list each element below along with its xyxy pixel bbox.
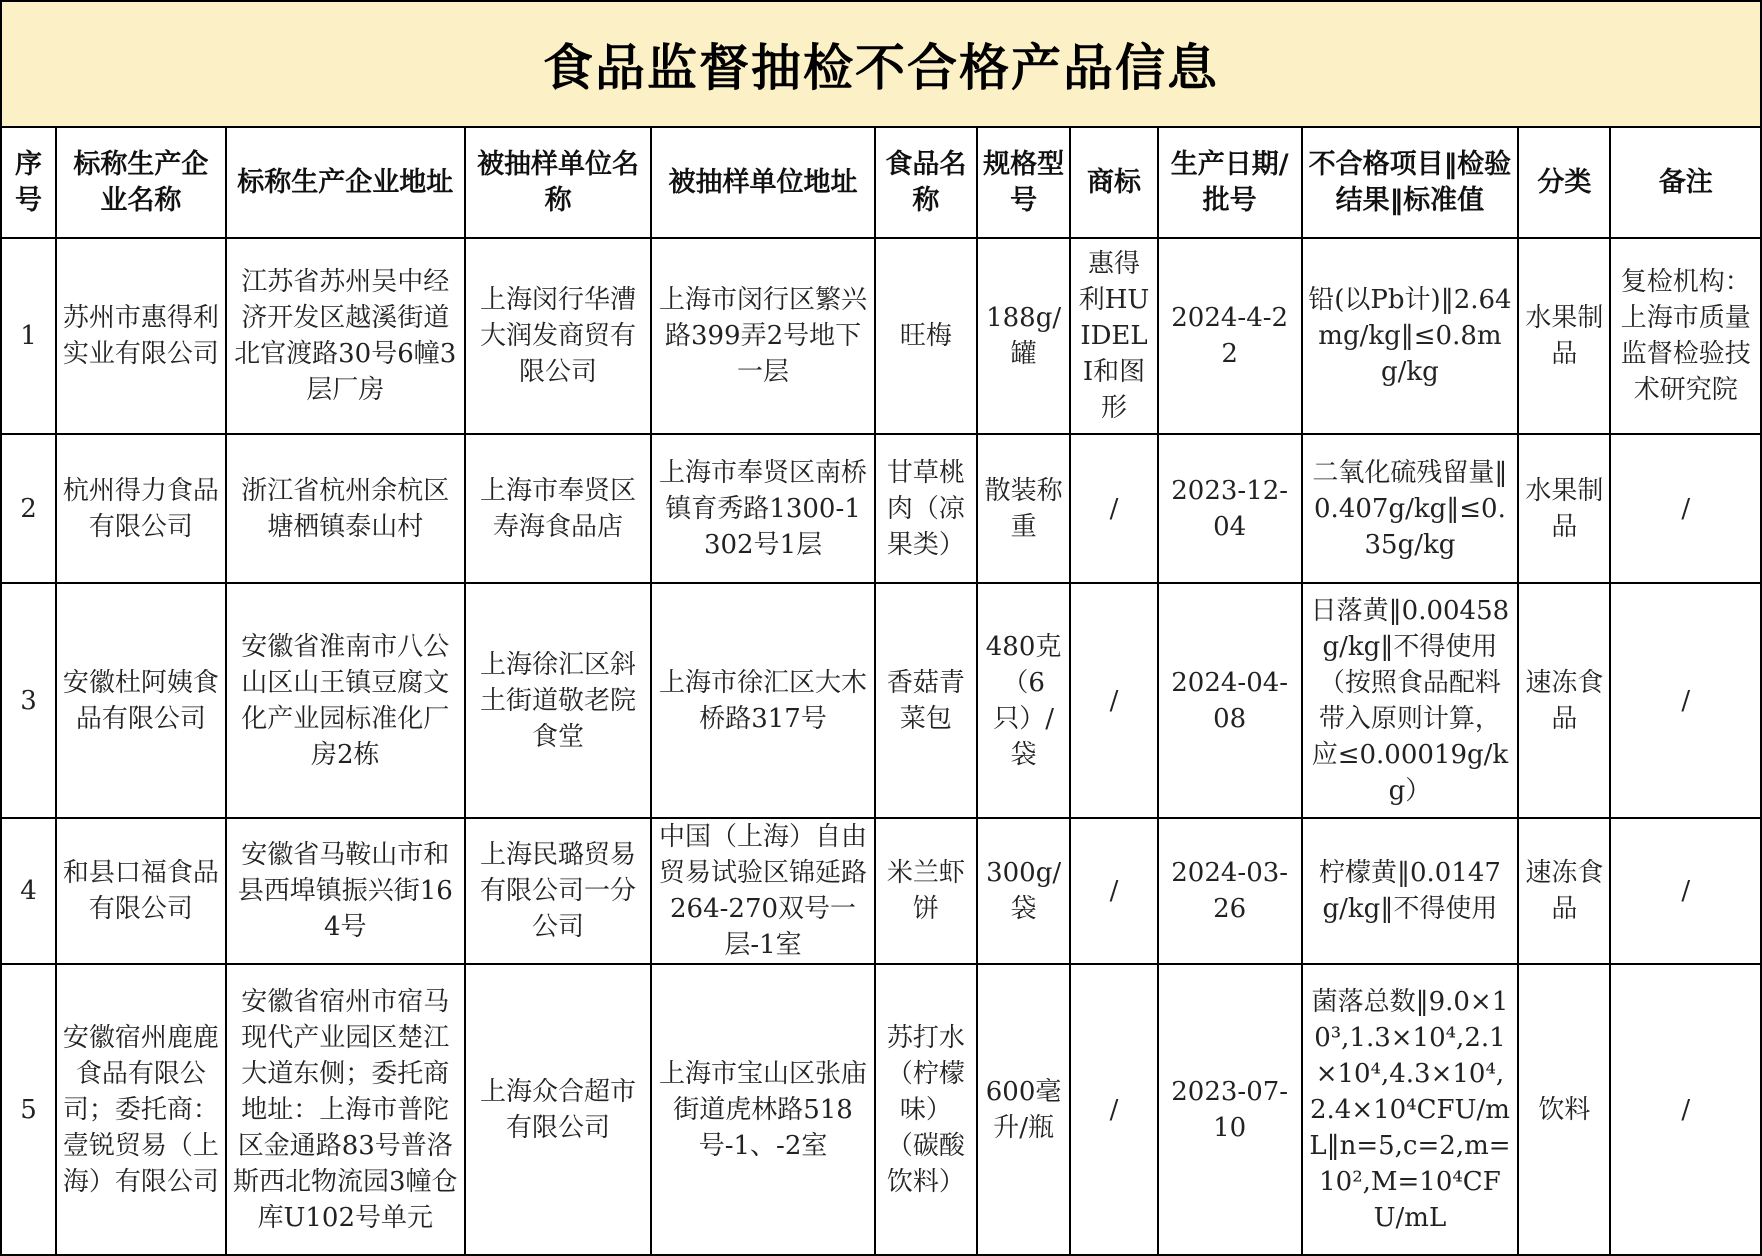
cell-producer-address: 浙江省杭州余杭区塘栖镇泰山村: [226, 434, 465, 583]
cell-food: 旺梅: [875, 238, 977, 434]
table-row: [1, 238, 1761, 434]
cell-no: 1: [1, 238, 56, 434]
table-row: [1, 964, 1761, 1255]
cell-no: 3: [1, 583, 56, 818]
page-title: 食品监督抽检不合格产品信息: [0, 0, 1762, 128]
cell-producer-address: 安徽省马鞍山市和县西埠镇振兴街164号: [226, 818, 465, 964]
column-header-producer: 标称生产企业名称: [56, 127, 226, 238]
cell-date: 2023-07-10: [1158, 964, 1302, 1255]
cell-no: 4: [1, 818, 56, 964]
cell-food: 香菇青菜包: [875, 583, 977, 818]
cell-producer-address: 安徽省宿州市宿马现代产业园区楚江大道东侧；委托商地址：上海市普陀区金通路83号普洛斯西北物流园3幢仓库U102号单元: [226, 964, 465, 1255]
cell-brand: /: [1070, 434, 1158, 583]
column-header-category: 分类: [1518, 127, 1610, 238]
column-header-brand: 商标: [1070, 127, 1158, 238]
cell-item: 铅(以Pb计)‖2.64mg/kg‖≤0.8mg/kg: [1302, 238, 1519, 434]
cell-sampled-address: 上海市闵行区繁兴路399弄2号地下一层: [651, 238, 875, 434]
table-row: [1, 434, 1761, 583]
cell-category: 饮料: [1518, 964, 1610, 1255]
table-row: [1, 583, 1761, 818]
cell-producer: 杭州得力食品有限公司: [56, 434, 226, 583]
table-row: [1, 818, 1761, 964]
cell-remark: /: [1610, 434, 1761, 583]
cell-category: 速冻食品: [1518, 583, 1610, 818]
column-header-item: 不合格项目‖检验结果‖标准值: [1302, 127, 1519, 238]
table-header-row: [1, 127, 1761, 238]
cell-producer: 苏州市惠得利实业有限公司: [56, 238, 226, 434]
cell-spec: 300g/袋: [977, 818, 1070, 964]
cell-food: 甘草桃肉（凉果类）: [875, 434, 977, 583]
column-header-sampled-unit: 被抽样单位名称: [465, 127, 651, 238]
cell-sampled-unit: 上海民璐贸易有限公司一分公司: [465, 818, 651, 964]
cell-sampled-unit: 上海众合超市有限公司: [465, 964, 651, 1255]
cell-remark: /: [1610, 583, 1761, 818]
column-header-spec: 规格型号: [977, 127, 1070, 238]
cell-sampled-unit: 上海闵行华漕大润发商贸有限公司: [465, 238, 651, 434]
cell-spec: 480克（6只）/袋: [977, 583, 1070, 818]
column-header-sampled-address: 被抽样单位地址: [651, 127, 875, 238]
cell-spec: 散装称重: [977, 434, 1070, 583]
cell-remark: 复检机构：上海市质量监督检验技术研究院: [1610, 238, 1761, 434]
cell-producer-address: 安徽省淮南市八公山区山王镇豆腐文化产业园标准化厂房2栋: [226, 583, 465, 818]
cell-sampled-address: 上海市宝山区张庙街道虎林路518号-1、-2室: [651, 964, 875, 1255]
cell-food: 苏打水（柠檬味）（碳酸饮料）: [875, 964, 977, 1255]
cell-item: 二氧化硫残留量‖0.407g/kg‖≤0.35g/kg: [1302, 434, 1519, 583]
cell-spec: 188g/罐: [977, 238, 1070, 434]
cell-no: 5: [1, 964, 56, 1255]
cell-brand: /: [1070, 964, 1158, 1255]
cell-spec: 600毫升/瓶: [977, 964, 1070, 1255]
column-header-no: 序号: [1, 127, 56, 238]
cell-remark: /: [1610, 818, 1761, 964]
cell-brand: /: [1070, 818, 1158, 964]
cell-item: 菌落总数‖9.0×10³,1.3×10⁴,2.1×10⁴,4.3×10⁴,2.4×10⁴CFU/mL‖n=5,c=2,m=10²,M=10⁴CFU/mL: [1302, 964, 1519, 1255]
column-header-food: 食品名称: [875, 127, 977, 238]
cell-sampled-address: 上海市奉贤区南桥镇育秀路1300-1302号1层: [651, 434, 875, 583]
cell-date: 2024-4-22: [1158, 238, 1302, 434]
cell-date: 2023-12-04: [1158, 434, 1302, 583]
cell-date: 2024-03-26: [1158, 818, 1302, 964]
cell-no: 2: [1, 434, 56, 583]
cell-sampled-unit: 上海徐汇区斜土街道敬老院食堂: [465, 583, 651, 818]
cell-producer-address: 江苏省苏州吴中经济开发区越溪街道北官渡路30号6幢3层厂房: [226, 238, 465, 434]
cell-producer: 和县口福食品有限公司: [56, 818, 226, 964]
inspection-table: [0, 126, 1762, 1256]
cell-remark: /: [1610, 964, 1761, 1255]
column-header-date: 生产日期/批号: [1158, 127, 1302, 238]
column-header-remark: 备注: [1610, 127, 1761, 238]
cell-producer: 安徽杜阿姨食品有限公司: [56, 583, 226, 818]
cell-sampled-address: 上海市徐汇区大木桥路317号: [651, 583, 875, 818]
cell-brand: /: [1070, 583, 1158, 818]
cell-food: 米兰虾饼: [875, 818, 977, 964]
cell-item: 日落黄‖0.00458g/kg‖不得使用（按照食品配料带入原则计算，应≤0.00019g/kg）: [1302, 583, 1519, 818]
cell-category: 水果制品: [1518, 434, 1610, 583]
cell-date: 2024-04-08: [1158, 583, 1302, 818]
cell-brand: 惠得利HUIDELI和图形: [1070, 238, 1158, 434]
cell-sampled-address: 中国（上海）自由贸易试验区锦延路264-270双号一层-1室: [651, 818, 875, 964]
cell-item: 柠檬黄‖0.0147g/kg‖不得使用: [1302, 818, 1519, 964]
cell-category: 速冻食品: [1518, 818, 1610, 964]
cell-sampled-unit: 上海市奉贤区寿海食品店: [465, 434, 651, 583]
cell-producer: 安徽宿州鹿鹿食品有限公司；委托商：壹锐贸易（上海）有限公司: [56, 964, 226, 1255]
cell-category: 水果制品: [1518, 238, 1610, 434]
column-header-producer-address: 标称生产企业地址: [226, 127, 465, 238]
